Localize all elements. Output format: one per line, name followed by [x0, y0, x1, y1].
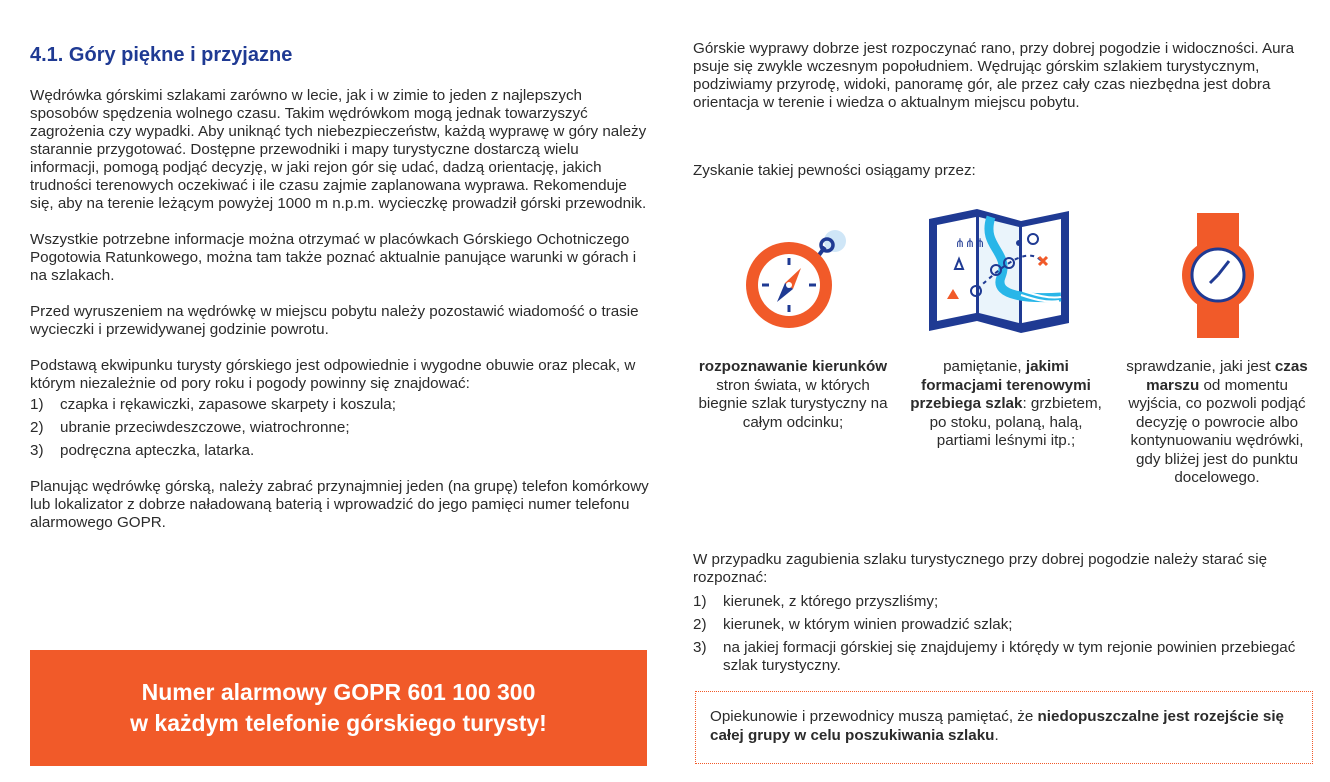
paragraph-lost-trail: W przypadku zagubienia szlaku turystycznego przy dobrej pogodzie należy starać się rozpoznać: [693, 551, 1268, 586]
compass-icon [735, 223, 855, 338]
svg-text:⋔⋔⋔: ⋔⋔⋔ [955, 236, 986, 250]
left-column [30, 40, 650, 550]
paragraph-morning-start: Górskie wyprawy dobrze jest rozpoczynać rano, przy dobrej pogodzie i widoczności. Aura psuje się zwykle wczesnym popołudniem. Wędrując górskim szlakiem turystycznym, podziwiamy przyrodę, widoki, panoramę gór, ale przez cały czas niezbędna jest dobra orientacja w terenie i wiedza o aktualnym miejscu pobytu. [693, 40, 1295, 111]
section-title: 4.1. Góry piękne i przyjazne [30, 44, 293, 66]
right-column [693, 40, 1313, 180]
alarm-line-2: w każdym telefonie górskiego turysty! [130, 710, 547, 736]
paragraph-gopr-info: Wszystkie potrzebne informacje można otrzymać w placówkach Górskiego Ochotniczego Pogotowia Ratunkowego, można tam także poznać aktualnie panujące warunki w górach i na szlakach. [30, 231, 637, 284]
caption-directions: rozpoznawanie kierunków stron świata, w których biegnie szlak turystyczny na całym odcinku; [698, 358, 888, 431]
list-item: 3) na jakiej formacji górskiej się znajdujemy i którędy w tym rejonie powinien przebiegać szlak turystyczny. [693, 639, 1296, 674]
alarm-number-banner [30, 650, 647, 766]
paragraph-phone: Planując wędrówkę górską, należy zabrać przynajmniej jeden (na grupę) telefon komórkowy lub lokalizator z dobrze naładowaną baterią i wprowadzić do jego pamięci numer telefonu alarmowego GOPR. [30, 478, 649, 531]
lost-trail-list [693, 593, 1318, 675]
list-item: 1) kierunek, z którego przyszliśmy; [693, 593, 939, 610]
caption-time: sprawdzanie, jaki jest czas marszu od momentu wyjścia, co pozwoli podjąć decyzję o powrocie albo kontynuowaniu wędrówki, gdy bliżej jest do punktu docelowego. [1126, 358, 1308, 486]
caption-terrain: pamiętanie, jakimi formacjami terenowymi przebiega szlak: grzbietem, po stoku, polaną, halą, partiami leśnymi itp.; [910, 358, 1102, 449]
paragraph-hiking-intro: Wędrówka górskimi szlakami zarówno w lecie, jak i w zimie to jeden z najlepszych sposobów spędzenia wolnego czasu. Takim wędrówkom mogą jednak towarzyszyć zagrożenia czy wypadki. Aby uniknąć tych niebezpieczeństw, każdą wyprawę w góry należy starannie przygotować. Dostępne przewodniki i mapy turystyczne dostarczą wielu informacji, pomogą podjąć decyzję, w jaki rejon gór się udać, dadzą orientację, jakich trudności terenowych oczekiwać i ile czasu zajmie zaplanowana wyprawa. Rekomenduje się, aby na terenie leżącym powyżej 1000 m n.p.m. wycieczkę prowadził górski przewodnik. [30, 87, 647, 212]
guardian-note-box: Opiekunowie i przewodnicy muszą pamiętać, że niedopuszczalne jest rozejście się całej grupy w celu poszukiwania szlaku. [695, 691, 1313, 764]
alarm-line-1: Numer alarmowy GOPR 601 100 300 [141, 679, 536, 705]
paragraph-certainty: Zyskanie takiej pewności osiągamy przez: [693, 162, 976, 179]
list-item: 1) czapka i rękawiczki, zapasowe skarpety i koszula; [30, 396, 396, 413]
equipment-list [30, 396, 650, 460]
paragraph-equipment: Podstawą ekwipunku turysty górskiego jest odpowiednie i wygodne obuwie oraz plecak, w którym niezależnie od pory roku i pogody powinny się znajdować: [30, 357, 636, 392]
list-item: 3) podręczna apteczka, latarka. [30, 442, 255, 459]
paragraph-leave-message: Przed wyruszeniem na wędrówkę w miejscu pobytu należy pozostawić wiadomość o trasie wycieczki i przewidywanej godzinie powrotu. [30, 303, 639, 338]
watch-icon [1173, 213, 1263, 343]
icons-row [693, 205, 1323, 345]
lost-trail-section [693, 551, 1318, 680]
map-icon [921, 207, 1076, 340]
list-item: 2) ubranie przeciwdeszczowe, wiatrochronne; [30, 419, 350, 436]
list-item: 2) kierunek, w którym winien prowadzić szlak; [693, 616, 1013, 633]
